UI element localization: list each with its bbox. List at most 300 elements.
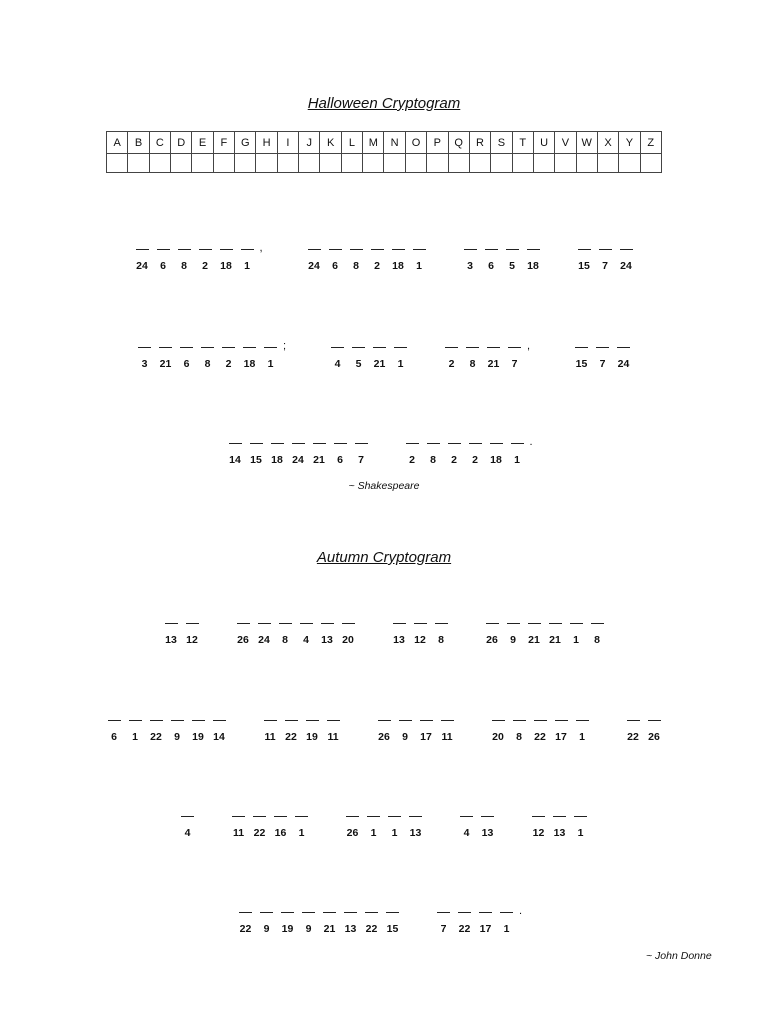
letter-slot[interactable]: [486, 437, 507, 466]
letter-slot[interactable]: [254, 617, 275, 646]
letter-slot[interactable]: [256, 906, 277, 935]
answer-blank[interactable]: [485, 249, 498, 250]
letter-slot[interactable]: [549, 810, 570, 839]
letter-slot[interactable]: [174, 243, 195, 272]
answer-blank[interactable]: [441, 720, 454, 721]
answer-blank[interactable]: [511, 443, 524, 444]
cipher-number: 24: [258, 634, 270, 646]
answer-blank[interactable]: [159, 347, 172, 348]
alphabet-letter-cell: E: [192, 132, 213, 154]
answer-blank[interactable]: [414, 623, 427, 624]
alphabet-answer-row: [107, 154, 662, 173]
cipher-number: 26: [237, 634, 249, 646]
alphabet-answer-cell[interactable]: [107, 154, 128, 173]
letter-slot[interactable]: [502, 243, 523, 272]
cipher-number: 21: [528, 634, 540, 646]
alphabet-answer-cell[interactable]: [213, 154, 234, 173]
alphabet-answer-cell[interactable]: [491, 154, 512, 173]
letter-slot[interactable]: [225, 437, 246, 466]
alphabet-answer-cell[interactable]: [171, 154, 192, 173]
answer-blank[interactable]: [392, 249, 405, 250]
alphabet-letter-cell: W: [576, 132, 597, 154]
answer-blank[interactable]: [239, 912, 252, 913]
answer-blank[interactable]: [445, 347, 458, 348]
answer-blank[interactable]: [466, 347, 479, 348]
letter-slot[interactable]: [570, 810, 591, 839]
answer-blank[interactable]: [295, 816, 308, 817]
letter-slot[interactable]: [390, 341, 411, 370]
letter-slot[interactable]: [260, 714, 281, 743]
letter-slot[interactable]: [146, 714, 167, 743]
letter-slot[interactable]: [155, 341, 176, 370]
letter-slot[interactable]: [235, 906, 256, 935]
answer-blank[interactable]: [108, 720, 121, 721]
letter-slot[interactable]: [454, 906, 475, 935]
answer-blank[interactable]: [344, 912, 357, 913]
letter-slot[interactable]: [410, 617, 431, 646]
answer-blank[interactable]: [620, 249, 633, 250]
letter-slot[interactable]: [523, 243, 544, 272]
puzzle-word: [260, 714, 344, 743]
letter-slot[interactable]: [246, 437, 267, 466]
answer-blank[interactable]: [367, 816, 380, 817]
answer-blank[interactable]: [150, 720, 163, 721]
letter-slot[interactable]: [327, 341, 348, 370]
answer-blank[interactable]: [250, 443, 263, 444]
alphabet-answer-cell[interactable]: [469, 154, 490, 173]
answer-blank[interactable]: [486, 623, 499, 624]
cipher-number: 22: [285, 731, 297, 743]
cipher-number: 1: [244, 260, 250, 272]
alphabet-answer-cell[interactable]: [256, 154, 277, 173]
answer-blank[interactable]: [406, 443, 419, 444]
alphabet-answer-cell[interactable]: [149, 154, 170, 173]
letter-slot[interactable]: [197, 341, 218, 370]
answer-blank[interactable]: [394, 347, 407, 348]
letter-slot[interactable]: [161, 617, 182, 646]
answer-blank[interactable]: [232, 816, 245, 817]
answer-blank[interactable]: [180, 347, 193, 348]
letter-slot[interactable]: [367, 243, 388, 272]
answer-blank[interactable]: [576, 720, 589, 721]
puzzle-word: [374, 714, 458, 743]
alphabet-answer-cell[interactable]: [619, 154, 640, 173]
alphabet-letter-cell: M: [363, 132, 384, 154]
letter-slot[interactable]: [288, 437, 309, 466]
letter-slot[interactable]: [613, 341, 634, 370]
letter-slot[interactable]: [409, 243, 430, 272]
answer-blank[interactable]: [222, 347, 235, 348]
alphabet-answer-cell[interactable]: [384, 154, 405, 173]
answer-blank[interactable]: [500, 912, 513, 913]
answer-blank[interactable]: [199, 249, 212, 250]
cipher-number: 3: [141, 358, 148, 370]
answer-blank[interactable]: [138, 347, 151, 348]
letter-slot[interactable]: [209, 714, 230, 743]
answer-blank[interactable]: [399, 720, 412, 721]
letter-slot[interactable]: [595, 243, 616, 272]
letter-slot[interactable]: [551, 714, 572, 743]
answer-blank[interactable]: [213, 720, 226, 721]
cipher-number: 18: [220, 260, 232, 272]
letter-slot[interactable]: [218, 341, 239, 370]
letter-slot[interactable]: [188, 714, 209, 743]
answer-blank[interactable]: [342, 623, 355, 624]
answer-blank[interactable]: [464, 249, 477, 250]
letter-slot[interactable]: [319, 906, 340, 935]
letter-slot[interactable]: [132, 243, 153, 272]
answer-blank[interactable]: [574, 816, 587, 817]
letter-slot[interactable]: [488, 714, 509, 743]
alphabet-answer-cell[interactable]: [640, 154, 661, 173]
answer-blank[interactable]: [435, 623, 448, 624]
alphabet-answer-cell[interactable]: [555, 154, 576, 173]
letter-slot[interactable]: [167, 714, 188, 743]
letter-slot[interactable]: [616, 243, 637, 272]
letter-slot[interactable]: [281, 714, 302, 743]
answer-blank[interactable]: [285, 720, 298, 721]
alphabet-answer-cell[interactable]: [405, 154, 426, 173]
letter-slot[interactable]: [483, 341, 504, 370]
letter-slot[interactable]: [342, 810, 363, 839]
letter-slot[interactable]: [182, 617, 203, 646]
letter-slot[interactable]: [402, 437, 423, 466]
answer-blank[interactable]: [596, 347, 609, 348]
answer-blank[interactable]: [260, 912, 273, 913]
alphabet-answer-cell[interactable]: [299, 154, 320, 173]
letter-slot[interactable]: [416, 714, 437, 743]
letter-slot[interactable]: [296, 617, 317, 646]
answer-blank[interactable]: [648, 720, 661, 721]
alphabet-answer-cell[interactable]: [448, 154, 469, 173]
cipher-number: 13: [393, 634, 405, 646]
answer-blank[interactable]: [393, 623, 406, 624]
letter-slot[interactable]: [361, 906, 382, 935]
letter-slot[interactable]: [228, 810, 249, 839]
letter-slot[interactable]: [462, 341, 483, 370]
letter-slot[interactable]: [233, 617, 254, 646]
answer-blank[interactable]: [578, 249, 591, 250]
answer-blank[interactable]: [323, 912, 336, 913]
letter-slot[interactable]: [507, 437, 528, 466]
answer-blank[interactable]: [178, 249, 191, 250]
alphabet-answer-cell[interactable]: [597, 154, 618, 173]
letter-slot[interactable]: [369, 341, 390, 370]
cipher-number: 13: [481, 827, 494, 839]
letter-slot[interactable]: [384, 810, 405, 839]
letter-slot[interactable]: [382, 906, 403, 935]
cipher-number: 5: [509, 260, 515, 272]
answer-blank[interactable]: [350, 249, 363, 250]
answer-blank[interactable]: [229, 443, 242, 444]
answer-blank[interactable]: [388, 816, 401, 817]
answer-blank[interactable]: [591, 623, 604, 624]
answer-blank[interactable]: [481, 816, 494, 817]
answer-blank[interactable]: [220, 249, 233, 250]
punctuation-mark: ,: [527, 340, 531, 352]
answer-blank[interactable]: [409, 816, 422, 817]
letter-slot[interactable]: [423, 437, 444, 466]
answer-blank[interactable]: [165, 623, 178, 624]
cipher-number: 1: [391, 827, 398, 839]
alphabet-letter-cell: F: [213, 132, 234, 154]
answer-blank[interactable]: [192, 720, 205, 721]
letter-slot[interactable]: [237, 243, 258, 272]
answer-blank[interactable]: [279, 623, 292, 624]
answer-blank[interactable]: [437, 912, 450, 913]
answer-blank[interactable]: [258, 623, 271, 624]
answer-blank[interactable]: [599, 249, 612, 250]
puzzle-word: [460, 243, 544, 272]
answer-blank[interactable]: [427, 443, 440, 444]
answer-blank[interactable]: [306, 720, 319, 721]
cipher-number: 18: [490, 454, 502, 466]
cipher-number: 1: [416, 260, 422, 272]
letter-slot[interactable]: [572, 714, 593, 743]
letter-slot[interactable]: [592, 341, 613, 370]
letter-slot[interactable]: [260, 341, 281, 370]
letter-slot[interactable]: [465, 437, 486, 466]
answer-blank[interactable]: [448, 443, 461, 444]
letter-slot[interactable]: [104, 714, 125, 743]
puzzle-word: [402, 437, 544, 466]
puzzle-word: [441, 341, 541, 370]
alphabet-answer-cell[interactable]: [512, 154, 533, 173]
letter-slot[interactable]: [456, 810, 477, 839]
letter-slot[interactable]: [363, 810, 384, 839]
answer-blank[interactable]: [313, 443, 326, 444]
letter-slot[interactable]: [176, 341, 197, 370]
answer-blank[interactable]: [532, 816, 545, 817]
answer-blank[interactable]: [513, 720, 526, 721]
answer-blank[interactable]: [201, 347, 214, 348]
cipher-number: 14: [213, 731, 225, 743]
letter-slot[interactable]: [524, 617, 545, 646]
answer-blank[interactable]: [321, 623, 334, 624]
answer-blank[interactable]: [549, 623, 562, 624]
answer-blank[interactable]: [253, 816, 266, 817]
answer-blank[interactable]: [186, 623, 199, 624]
cipher-number: 14: [229, 454, 241, 466]
alphabet-answer-cell[interactable]: [235, 154, 256, 173]
letter-slot[interactable]: [571, 341, 592, 370]
cipher-number: 2: [472, 454, 478, 466]
letter-slot[interactable]: [444, 437, 465, 466]
letter-slot[interactable]: [275, 617, 296, 646]
puzzle-word: [228, 810, 312, 839]
letter-slot[interactable]: [323, 714, 344, 743]
letter-slot[interactable]: [338, 617, 359, 646]
letter-slot[interactable]: [195, 243, 216, 272]
letter-slot[interactable]: [503, 617, 524, 646]
letter-slot[interactable]: [125, 714, 146, 743]
letter-slot[interactable]: [509, 714, 530, 743]
letter-slot[interactable]: [496, 906, 517, 935]
letter-slot[interactable]: [374, 714, 395, 743]
letter-slot[interactable]: [309, 437, 330, 466]
answer-blank[interactable]: [413, 249, 426, 250]
letter-slot[interactable]: [482, 617, 503, 646]
alphabet-answer-cell[interactable]: [533, 154, 554, 173]
answer-blank[interactable]: [371, 249, 384, 250]
letter-slot[interactable]: [504, 341, 525, 370]
letter-slot[interactable]: [475, 906, 496, 935]
cipher-number: 9: [510, 634, 516, 646]
alphabet-answer-cell[interactable]: [363, 154, 384, 173]
cipher-number: 7: [511, 358, 518, 370]
answer-blank[interactable]: [420, 720, 433, 721]
answer-blank[interactable]: [487, 347, 500, 348]
answer-blank[interactable]: [555, 720, 568, 721]
answer-blank[interactable]: [527, 249, 540, 250]
letter-slot[interactable]: [441, 341, 462, 370]
letter-slot[interactable]: [644, 714, 665, 743]
letter-slot[interactable]: [566, 617, 587, 646]
letter-slot[interactable]: [431, 617, 452, 646]
answer-blank[interactable]: [271, 443, 284, 444]
alphabet-answer-cell[interactable]: [277, 154, 298, 173]
cipher-number: 6: [160, 260, 166, 272]
alphabet-answer-cell[interactable]: [192, 154, 213, 173]
answer-blank[interactable]: [237, 623, 250, 624]
answer-blank[interactable]: [386, 912, 399, 913]
letter-slot[interactable]: [437, 714, 458, 743]
puzzle-line: [0, 437, 768, 466]
letter-slot[interactable]: [249, 810, 270, 839]
alphabet-answer-cell[interactable]: [576, 154, 597, 173]
answer-blank[interactable]: [331, 347, 344, 348]
cipher-number: 9: [174, 731, 180, 743]
letter-slot[interactable]: [239, 341, 260, 370]
letter-slot[interactable]: [389, 617, 410, 646]
cipher-number: 20: [492, 731, 504, 743]
answer-blank[interactable]: [373, 347, 386, 348]
cipher-number: 19: [192, 731, 204, 743]
letter-slot[interactable]: [388, 243, 409, 272]
answer-blank[interactable]: [534, 720, 547, 721]
letter-slot[interactable]: [277, 906, 298, 935]
answer-blank[interactable]: [506, 249, 519, 250]
answer-blank[interactable]: [490, 443, 503, 444]
answer-blank[interactable]: [243, 347, 256, 348]
answer-blank[interactable]: [334, 443, 347, 444]
letter-slot[interactable]: [216, 243, 237, 272]
cipher-number: 24: [292, 454, 304, 466]
alphabet-answer-cell[interactable]: [320, 154, 341, 173]
letter-slot[interactable]: [340, 906, 361, 935]
answer-blank[interactable]: [570, 623, 583, 624]
letter-slot[interactable]: [291, 810, 312, 839]
answer-blank[interactable]: [181, 816, 194, 817]
cipher-number: 16: [274, 827, 287, 839]
alphabet-answer-cell[interactable]: [128, 154, 149, 173]
alphabet-answer-cell[interactable]: [341, 154, 362, 173]
letter-slot[interactable]: [623, 714, 644, 743]
answer-blank[interactable]: [507, 623, 520, 624]
answer-blank[interactable]: [264, 720, 277, 721]
answer-blank[interactable]: [617, 347, 630, 348]
letter-slot[interactable]: [330, 437, 351, 466]
letter-slot[interactable]: [348, 341, 369, 370]
answer-blank[interactable]: [281, 912, 294, 913]
letter-slot[interactable]: [528, 810, 549, 839]
letter-slot[interactable]: [530, 714, 551, 743]
letter-slot[interactable]: [351, 437, 372, 466]
answer-blank[interactable]: [274, 816, 287, 817]
answer-blank[interactable]: [264, 347, 277, 348]
answer-blank[interactable]: [355, 443, 368, 444]
letter-slot[interactable]: [302, 714, 323, 743]
letter-slot[interactable]: [134, 341, 155, 370]
answer-blank[interactable]: [300, 623, 313, 624]
answer-blank[interactable]: [302, 912, 315, 913]
answer-blank[interactable]: [528, 623, 541, 624]
letter-slot[interactable]: [460, 243, 481, 272]
letter-slot[interactable]: [477, 810, 498, 839]
letter-slot[interactable]: [153, 243, 174, 272]
answer-blank[interactable]: [292, 443, 305, 444]
letter-slot[interactable]: [574, 243, 595, 272]
answer-blank[interactable]: [458, 912, 471, 913]
letter-slot[interactable]: [433, 906, 454, 935]
answer-blank[interactable]: [553, 816, 566, 817]
cipher-number: 15: [578, 260, 590, 272]
answer-blank[interactable]: [136, 249, 149, 250]
answer-blank[interactable]: [575, 347, 588, 348]
answer-blank[interactable]: [329, 249, 342, 250]
alphabet-letter-cell: C: [149, 132, 170, 154]
answer-blank[interactable]: [171, 720, 184, 721]
letter-slot[interactable]: [481, 243, 502, 272]
alphabet-answer-cell[interactable]: [427, 154, 448, 173]
letter-slot[interactable]: [405, 810, 426, 839]
answer-blank[interactable]: [327, 720, 340, 721]
letter-slot[interactable]: [545, 617, 566, 646]
letter-slot[interactable]: [177, 810, 198, 839]
answer-blank[interactable]: [346, 816, 359, 817]
cipher-number: 2: [374, 260, 380, 272]
cipher-number: 15: [250, 454, 262, 466]
answer-blank[interactable]: [469, 443, 482, 444]
puzzle-word: [177, 810, 198, 839]
answer-blank[interactable]: [460, 816, 473, 817]
letter-slot[interactable]: [395, 714, 416, 743]
letter-slot[interactable]: [587, 617, 608, 646]
answer-blank[interactable]: [157, 249, 170, 250]
punctuation-mark: ;: [283, 340, 287, 352]
answer-blank[interactable]: [365, 912, 378, 913]
answer-blank[interactable]: [627, 720, 640, 721]
letter-slot[interactable]: [298, 906, 319, 935]
answer-blank[interactable]: [129, 720, 142, 721]
letter-slot[interactable]: [304, 243, 325, 272]
answer-blank[interactable]: [241, 249, 254, 250]
punctuation-mark: .: [529, 436, 533, 448]
puzzle-word: [571, 341, 634, 370]
letter-slot[interactable]: [325, 243, 346, 272]
cipher-number: 26: [648, 731, 660, 743]
letter-slot[interactable]: [270, 810, 291, 839]
answer-blank[interactable]: [492, 720, 505, 721]
answer-blank[interactable]: [479, 912, 492, 913]
letter-slot[interactable]: [346, 243, 367, 272]
letter-slot[interactable]: [267, 437, 288, 466]
answer-blank[interactable]: [352, 347, 365, 348]
answer-blank[interactable]: [308, 249, 321, 250]
answer-blank[interactable]: [378, 720, 391, 721]
answer-blank[interactable]: [508, 347, 521, 348]
letter-slot[interactable]: [317, 617, 338, 646]
